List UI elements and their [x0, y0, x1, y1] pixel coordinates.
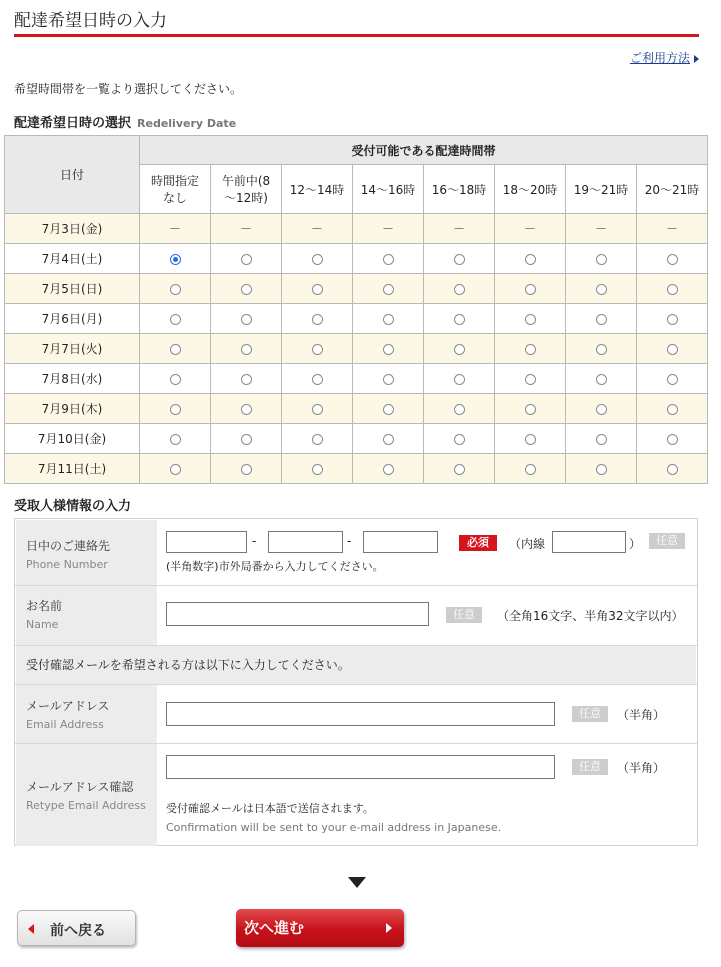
slot-cell — [353, 454, 424, 484]
time-slot-radio[interactable] — [170, 314, 181, 325]
phone-number-input[interactable] — [363, 531, 438, 553]
slot-cell — [353, 244, 424, 274]
schedule-row — [5, 334, 708, 364]
slot-cell — [637, 304, 708, 334]
time-slot-radio[interactable] — [667, 254, 678, 265]
time-slot-radio[interactable] — [241, 464, 252, 475]
slot-cell — [424, 274, 495, 304]
slot-cell — [495, 274, 566, 304]
time-slot-radio[interactable] — [667, 404, 678, 415]
phone-label-cell — [16, 520, 157, 585]
time-slot-radio[interactable] — [667, 464, 678, 475]
date-cell: 7月10日(金) — [5, 424, 140, 454]
time-slot-label: 16～18時 — [431, 182, 487, 197]
slot-cell — [211, 274, 282, 304]
time-slot-radio[interactable] — [525, 464, 536, 475]
time-slot-radio[interactable] — [241, 434, 252, 445]
extension-label: （内線 — [509, 537, 546, 551]
time-slot-header — [566, 165, 637, 214]
time-slot-radio[interactable] — [454, 434, 465, 445]
email-language-note: 受付確認メールは日本語で送信されます。 — [166, 802, 374, 815]
time-slot-label-line2: ～12時) — [224, 191, 268, 205]
slot-cell — [282, 424, 353, 454]
time-slot-header — [140, 165, 211, 214]
email-label-en: Email Address — [26, 718, 104, 731]
time-slot-radio[interactable] — [525, 284, 536, 295]
slot-cell — [495, 454, 566, 484]
slot-cell — [353, 334, 424, 364]
slot-cell — [211, 394, 282, 424]
time-slot-radio[interactable] — [241, 284, 252, 295]
slot-cell — [637, 364, 708, 394]
slot-cell — [140, 454, 211, 484]
email-notice: 受付確認メールを希望される方は以下に入力してください。 — [26, 658, 350, 672]
name-label: お名前 — [26, 599, 63, 613]
time-slot-label: 18～20時 — [502, 182, 558, 197]
name-label-en: Name — [26, 618, 59, 631]
time-slot-radio[interactable] — [596, 314, 607, 325]
time-slot-radio[interactable] — [170, 254, 181, 265]
next-button[interactable] — [236, 909, 404, 947]
slot-cell — [637, 334, 708, 364]
time-slot-radio[interactable] — [312, 284, 323, 295]
back-button[interactable] — [17, 910, 136, 946]
phone-area-code-input[interactable] — [166, 531, 247, 553]
page-title: 配達希望日時の入力 — [14, 11, 167, 31]
date-cell: 7月3日(金) — [5, 214, 140, 244]
phone-label: 日中のご連絡先 — [26, 539, 111, 553]
time-slot-radio[interactable] — [667, 284, 678, 295]
unavailable-cell: － — [424, 214, 495, 244]
time-slot-radio[interactable] — [312, 314, 323, 325]
slot-cell — [637, 394, 708, 424]
time-slot-radio[interactable] — [454, 374, 465, 385]
slot-cell — [282, 454, 353, 484]
date-cell: 7月9日(木) — [5, 394, 140, 424]
time-slot-radio[interactable] — [525, 374, 536, 385]
slot-cell — [424, 364, 495, 394]
recipient-section-title: 受取人様情報の入力 — [14, 499, 132, 514]
slot-cell — [140, 364, 211, 394]
unavailable-cell: － — [495, 214, 566, 244]
optional-badge-email-confirm: 任意 — [572, 759, 608, 775]
slot-cell — [495, 334, 566, 364]
next-button-label: 次へ進む — [244, 919, 305, 937]
slot-cell — [282, 244, 353, 274]
time-slot-radio[interactable] — [383, 404, 394, 415]
time-slot-group-header: 受付可能である配達時間帯 — [140, 136, 708, 165]
required-badge: 必須 — [459, 535, 497, 551]
time-slot-radio[interactable] — [454, 284, 465, 295]
slot-cell — [637, 244, 708, 274]
time-slot-radio[interactable] — [454, 464, 465, 475]
slot-cell — [211, 244, 282, 274]
time-slot-radio[interactable] — [667, 314, 678, 325]
slot-cell — [495, 394, 566, 424]
time-slot-radio[interactable] — [454, 344, 465, 355]
slot-cell — [353, 364, 424, 394]
time-slot-radio[interactable] — [312, 464, 323, 475]
schedule-row — [5, 274, 708, 304]
date-cell: 7月6日(月) — [5, 304, 140, 334]
time-slot-radio[interactable] — [170, 434, 181, 445]
triangle-left-icon — [28, 924, 34, 934]
schedule-row — [5, 454, 708, 484]
time-slot-radio[interactable] — [596, 284, 607, 295]
time-slot-radio[interactable] — [312, 374, 323, 385]
help-link-label[interactable]: ご利用方法 — [629, 51, 690, 65]
slot-cell — [211, 454, 282, 484]
slot-cell — [424, 244, 495, 274]
slot-cell — [566, 274, 637, 304]
time-slot-radio[interactable] — [667, 434, 678, 445]
slot-cell — [282, 364, 353, 394]
slot-cell — [140, 424, 211, 454]
time-slot-header — [211, 165, 282, 214]
time-slot-header — [282, 165, 353, 214]
time-slot-radio[interactable] — [596, 254, 607, 265]
time-slot-radio[interactable] — [383, 344, 394, 355]
slot-cell — [140, 274, 211, 304]
time-slot-radio[interactable] — [170, 404, 181, 415]
slot-cell — [353, 304, 424, 334]
time-slot-radio[interactable] — [383, 434, 394, 445]
date-cell: 7月8日(水) — [5, 364, 140, 394]
slot-cell — [566, 454, 637, 484]
time-slot-radio[interactable] — [525, 404, 536, 415]
time-slot-radio[interactable] — [525, 434, 536, 445]
time-slot-header — [424, 165, 495, 214]
time-slot-radio[interactable] — [454, 254, 465, 265]
phone-extension-input[interactable] — [552, 531, 626, 553]
triangle-right-icon — [386, 923, 392, 933]
slot-cell — [637, 454, 708, 484]
slot-cell — [495, 304, 566, 334]
time-slot-radio[interactable] — [241, 374, 252, 385]
time-slot-radio[interactable] — [525, 344, 536, 355]
delivery-schedule-table — [4, 135, 708, 484]
phone-exchange-input[interactable] — [268, 531, 343, 553]
slot-cell — [140, 244, 211, 274]
slot-cell — [637, 424, 708, 454]
slot-cell — [566, 244, 637, 274]
arrow-down-icon — [348, 877, 366, 888]
phone-separator-2: - — [347, 534, 352, 548]
optional-badge-email: 任意 — [572, 706, 608, 722]
time-slot-radio[interactable] — [383, 314, 394, 325]
unavailable-cell: － — [211, 214, 282, 244]
email-confirm-label-en: Retype Email Address — [26, 799, 146, 812]
email-notice-row — [16, 646, 696, 684]
email-language-note-en: Confirmation will be sent to your e-mail address in Japanese. — [166, 821, 502, 834]
phone-label-en: Phone Number — [26, 558, 108, 571]
time-slot-header — [495, 165, 566, 214]
time-slot-radio[interactable] — [312, 404, 323, 415]
slot-cell — [282, 334, 353, 364]
instruction-text: 希望時間帯を一覧より選択してください。 — [14, 82, 243, 96]
slot-cell — [140, 334, 211, 364]
date-cell: 7月11日(土) — [5, 454, 140, 484]
slot-cell — [353, 274, 424, 304]
name-hint: （全角16文字、半角32文字以内） — [497, 609, 684, 623]
time-slot-radio[interactable] — [383, 254, 394, 265]
slot-cell — [140, 394, 211, 424]
schedule-row — [5, 214, 708, 244]
email-label-cell — [16, 685, 157, 743]
time-slot-radio[interactable] — [170, 344, 181, 355]
slot-cell — [282, 304, 353, 334]
time-slot-radio[interactable] — [383, 284, 394, 295]
slot-cell — [353, 394, 424, 424]
time-slot-radio[interactable] — [596, 464, 607, 475]
slot-cell — [566, 364, 637, 394]
unavailable-cell: － — [353, 214, 424, 244]
time-slot-label: 20～21時 — [644, 182, 700, 197]
slot-cell — [495, 244, 566, 274]
optional-badge-extension: 任意 — [649, 533, 685, 549]
slot-cell — [637, 274, 708, 304]
schedule-section-title-en: Redelivery Date — [137, 117, 237, 130]
slot-cell — [282, 274, 353, 304]
time-slot-radio[interactable] — [312, 254, 323, 265]
slot-cell — [211, 334, 282, 364]
slot-cell — [566, 304, 637, 334]
slot-cell — [566, 334, 637, 364]
time-slot-radio[interactable] — [596, 404, 607, 415]
time-slot-radio[interactable] — [596, 374, 607, 385]
slot-cell — [211, 364, 282, 394]
slot-cell — [566, 424, 637, 454]
date-column-header: 日付 — [5, 136, 140, 214]
unavailable-cell: － — [140, 214, 211, 244]
date-cell: 7月5日(日) — [5, 274, 140, 304]
time-slot-radio[interactable] — [312, 434, 323, 445]
time-slot-header — [637, 165, 708, 214]
title-divider — [14, 34, 699, 37]
phone-separator-1: - — [252, 534, 257, 548]
slot-cell — [424, 304, 495, 334]
time-slot-radio[interactable] — [383, 374, 394, 385]
optional-badge-name: 任意 — [446, 607, 482, 623]
phone-hint: (半角数字)市外局番から入力してください。 — [166, 560, 384, 573]
time-slot-radio[interactable] — [241, 254, 252, 265]
email-confirm-hint: （半角） — [617, 761, 666, 775]
time-slot-radio[interactable] — [596, 434, 607, 445]
time-slot-radio[interactable] — [241, 344, 252, 355]
time-slot-radio[interactable] — [170, 374, 181, 385]
time-slot-header — [353, 165, 424, 214]
slot-cell — [495, 424, 566, 454]
time-slot-label: 14～16時 — [360, 182, 416, 197]
time-slot-radio[interactable] — [170, 284, 181, 295]
schedule-section-title — [14, 112, 236, 131]
slot-cell — [424, 424, 495, 454]
time-slot-radio[interactable] — [241, 404, 252, 415]
slot-cell — [424, 394, 495, 424]
back-button-label: 前へ戻る — [50, 923, 106, 939]
date-cell: 7月4日(土) — [5, 244, 140, 274]
time-slot-radio[interactable] — [525, 314, 536, 325]
slot-cell — [282, 394, 353, 424]
slot-cell — [353, 424, 424, 454]
unavailable-cell: － — [637, 214, 708, 244]
unavailable-cell: － — [566, 214, 637, 244]
unavailable-cell: － — [282, 214, 353, 244]
time-slot-radio[interactable] — [596, 344, 607, 355]
schedule-section-title-jp: 配達希望日時の選択 — [14, 116, 132, 131]
time-slot-radio[interactable] — [383, 464, 394, 475]
name-label-cell — [16, 586, 157, 645]
time-slot-label: 午前中(8 — [221, 174, 271, 188]
time-slot-radio[interactable] — [667, 374, 678, 385]
name-input[interactable] — [166, 602, 429, 626]
schedule-row — [5, 244, 708, 274]
time-slot-label: 時間指定 — [150, 174, 199, 188]
time-slot-radio[interactable] — [170, 464, 181, 475]
time-slot-radio[interactable] — [241, 314, 252, 325]
recipient-form — [14, 518, 698, 846]
time-slot-label: 19～21時 — [573, 182, 629, 197]
email-confirm-label-cell — [16, 744, 157, 846]
time-slot-radio[interactable] — [454, 314, 465, 325]
help-link[interactable] — [630, 49, 699, 66]
date-cell: 7月7日(火) — [5, 334, 140, 364]
schedule-row — [5, 394, 708, 424]
email-input[interactable] — [166, 702, 555, 726]
slot-cell — [211, 304, 282, 334]
time-slot-radio[interactable] — [312, 344, 323, 355]
slot-cell — [566, 394, 637, 424]
slot-cell — [495, 364, 566, 394]
time-slot-label: 12～14時 — [289, 182, 345, 197]
schedule-row — [5, 424, 708, 454]
schedule-row — [5, 364, 708, 394]
slot-cell — [140, 304, 211, 334]
time-slot-label-line2: なし — [162, 191, 187, 205]
email-confirm-label: メールアドレス確認 — [26, 780, 134, 794]
schedule-body — [5, 214, 708, 484]
extension-close: ） — [629, 537, 642, 551]
email-label: メールアドレス — [26, 699, 110, 713]
triangle-right-icon — [694, 55, 699, 63]
email-hint: （半角） — [617, 708, 666, 722]
time-slot-radio[interactable] — [454, 404, 465, 415]
schedule-row — [5, 304, 708, 334]
email-confirm-input[interactable] — [166, 755, 555, 779]
time-slot-radio[interactable] — [667, 344, 678, 355]
time-slot-radio[interactable] — [525, 254, 536, 265]
slot-cell — [211, 424, 282, 454]
slot-cell — [424, 334, 495, 364]
slot-cell — [424, 454, 495, 484]
